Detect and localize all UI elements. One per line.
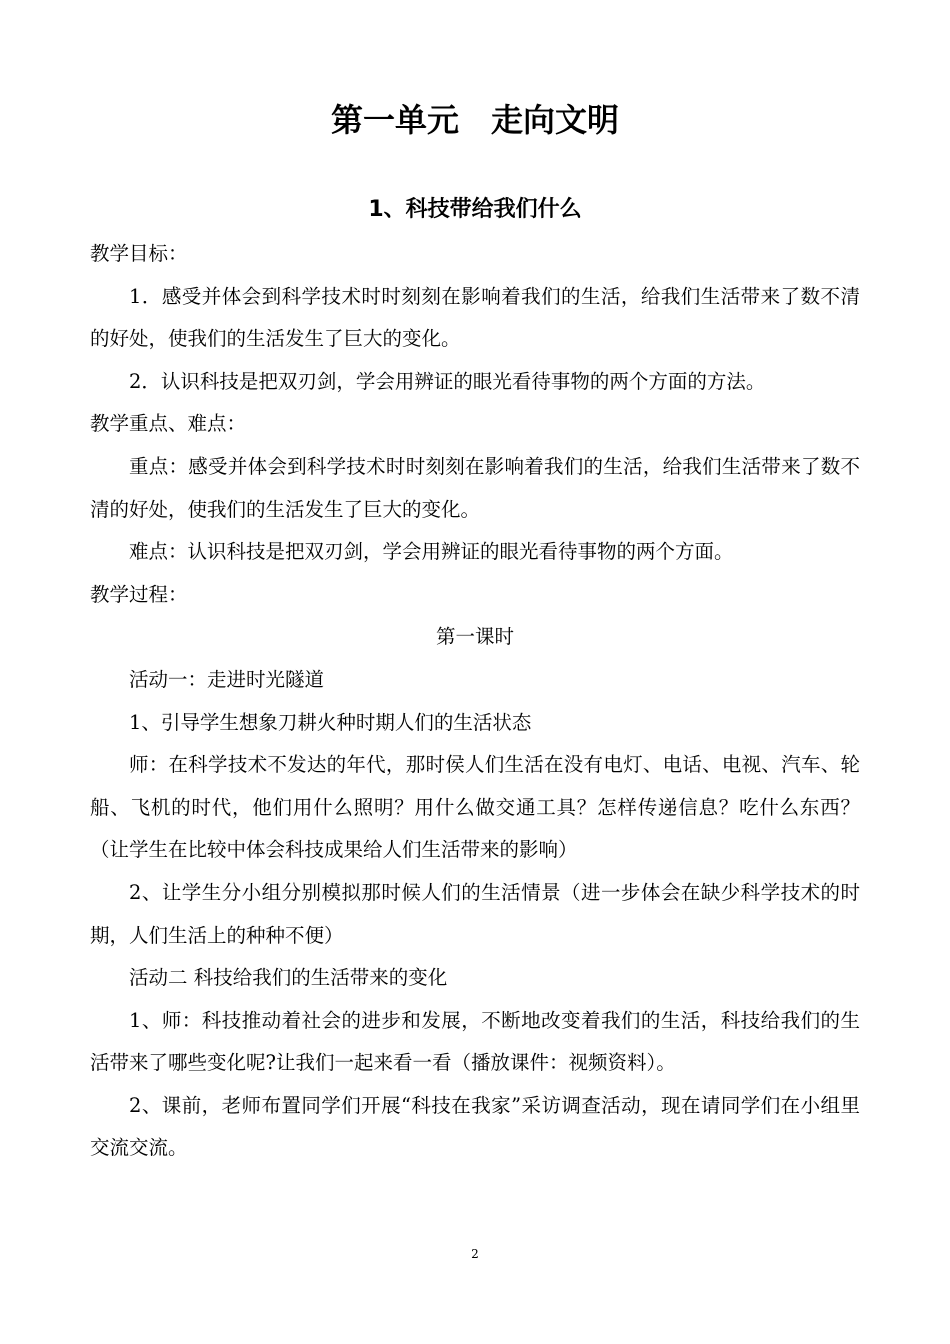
paragraph: 重点：感受并体会到科学技术时时刻刻在影响着我们的生活，给我们生活带来了数不清的好处，使我们的生活发生了巨大的变化。	[90, 454, 860, 521]
lesson-title: 1、科技带给我们什么	[368, 197, 582, 222]
section-heading-process: 教学过程：	[90, 582, 188, 606]
unit-title: 第一单元 走向文明	[330, 101, 619, 139]
paragraph: 师：在科学技术不发达的年代，那时侯人们生活在没有电灯、电话、电视、汽车、轮船、飞机的时代，他们用什么照明？用什么做交通工具？怎样传递信息？吃什么东西？（让学生在比较中体会科技成果给人们生活带来的影响）	[90, 753, 860, 862]
paragraph: 难点：认识科技是把双刃剑，学会用辨证的眼光看待事物的两个方面。	[129, 540, 734, 564]
document-body	[90, 233, 860, 1170]
page-number: 2	[471, 1247, 479, 1261]
paragraph: 1、师：科技推动着社会的进步和发展，不断地改变着我们的生活，科技给我们的生活带来了哪些变化呢?让我们一起来看一看（播放课件：视频资料）。	[90, 1008, 860, 1075]
period-heading: 第一课时	[435, 625, 514, 649]
paragraph: 2、让学生分小组分别模拟那时候人们的生活情景（进一步体会在缺少科学技术的时期，人们生活上的种种不便）	[90, 880, 860, 947]
section-heading-key-points: 教学重点、难点：	[90, 412, 247, 436]
section-heading-objectives: 教学目标：	[90, 242, 188, 265]
activity-heading: 活动二 科技给我们的生活带来的变化	[129, 966, 448, 990]
paragraph: 2．认识科技是把双刃剑，学会用辨证的眼光看待事物的两个方面的方法。	[129, 369, 766, 393]
paragraph: 1、引导学生想象刀耕火种时期人们的生活状态	[129, 710, 532, 734]
paragraph: 2、课前，老师布置同学们开展“科技在我家”采访调查活动，现在请同学们在小组里交流交流。	[90, 1093, 860, 1160]
activity-heading: 活动一：走进时光隧道	[129, 667, 325, 691]
paragraph: 1．感受并体会到科学技术时时刻刻在影响着我们的生活，给我们生活带来了数不清的好处，使我们的生活发生了巨大的变化。	[90, 284, 860, 351]
